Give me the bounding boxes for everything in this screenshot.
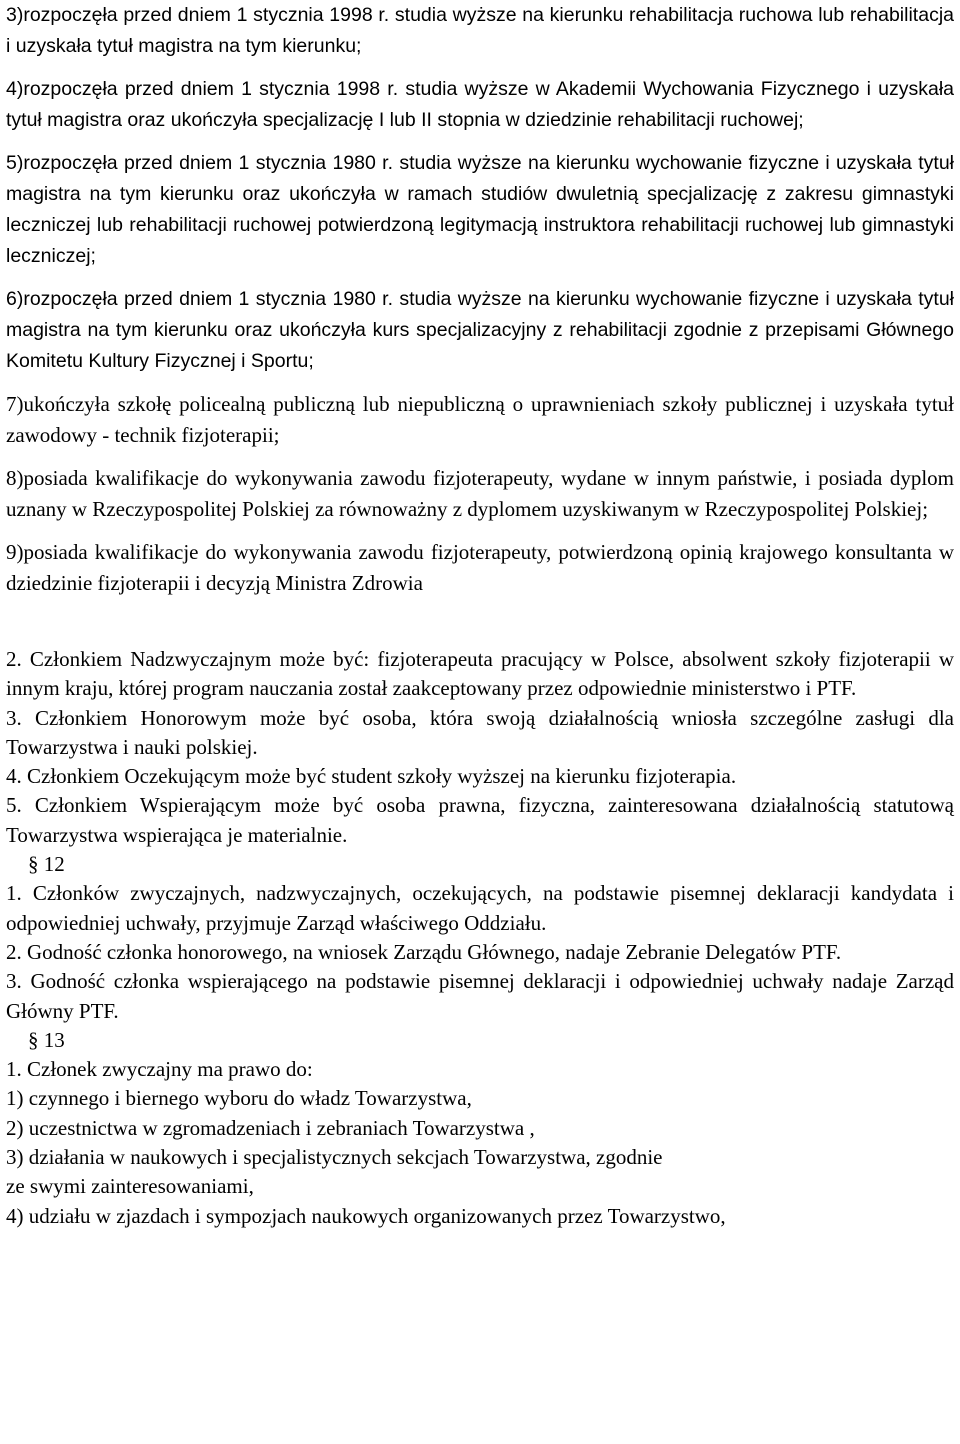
section-13-paragraph-1: 1. Członek zwyczajny ma prawo do:: [6, 1057, 313, 1082]
section-13-heading: § 13: [28, 1027, 65, 1052]
list-item-3: 3)rozpoczęła przed dniem 1 stycznia 1998 r. studia wyższe na kierunku rehabilitacja ruchowa lub rehabilitacja i uzyskała tytuł magistra na tym kierunku;: [6, 4, 954, 57]
right-item-1: 1) czynnego i biernego wyboru do władz Towarzystwa,: [6, 1086, 472, 1111]
paragraph-honorary-member: 3. Członkiem Honorowym może być osoba, która swoją działalnością wniosła szczególne zasługi dla Towarzystwa i nauki polskiej.: [6, 705, 954, 759]
list-item-4: 4)rozpoczęła przed dniem 1 stycznia 1998 r. studia wyższe w Akademii Wychowania Fizycznego i uzyskała tytuł magistra oraz ukończyła specjalizację I lub II stopnia w dziedzinie rehabilitacji ruchowej;: [6, 78, 954, 131]
paragraph-awaiting-member: 4. Członkiem Oczekującym może być student szkoły wyższej na kierunku fizjoterapia.: [6, 764, 737, 789]
paragraph-supporting-member: 5. Członkiem Wspierającym może być osoba prawna, fizyczna, zainteresowana działalnością statutową Towarzystwa wspierająca je materialnie.: [6, 793, 954, 847]
list-item-5: 5)rozpoczęła przed dniem 1 stycznia 1980 r. studia wyższe na kierunku wychowanie fizyczne i uzyskała tytuł magistra na tym kierunku oraz ukończyła w ramach studiów dwuletnią specjalizację z zakresu gimnastyki leczniczej lub rehabilitacji ruchowej potwierdzoną legitymacją instruktora rehabilitacji ruchowej lub gimnastyki leczniczej;: [6, 152, 954, 267]
right-item-3-continuation: ze swymi zainteresowaniami,: [6, 1174, 254, 1199]
section-12-paragraph-1: 1. Członków zwyczajnych, nadzwyczajnych, oczekujących, na podstawie pisemnej deklaracji kandydata i odpowiedniej uchwały, przyjmuje Zarząd właściwego Oddziału.: [6, 881, 954, 935]
membership-section: [6, 645, 954, 1231]
section-12-heading: § 12: [28, 852, 65, 877]
list-item-8: 8)posiada kwalifikacje do wykonywania zawodu fizjoterapeuty, wydane w innym państwie, i posiada dyplom uznany w Rzeczypospolitej Polskiej za równoważny z dyplomem uzyskiwanym w Rzeczypospolitej Polskiej;: [6, 466, 954, 521]
paragraph-extraordinary-member: 2. Członkiem Nadzwyczajnym może być: fizjoterapeuta pracujący w Polsce, absolwent szkoły fizjoterapii w innym kraju, której program nauczania został zaakceptowany przez odpowiednie ministerstwo i PTF.: [6, 647, 954, 701]
list-item-9: 9)posiada kwalifikacje do wykonywania zawodu fizjoterapeuty, potwierdzoną opinią krajowego konsultanta w dziedzinie fizjoterapii i decyzją Ministra Zdrowia: [6, 540, 954, 595]
right-item-3: 3) działania w naukowych i specjalistycznych sekcjach Towarzystwa, zgodnie: [6, 1145, 663, 1170]
section-12-paragraph-2: 2. Godność członka honorowego, na wniosek Zarządu Głównego, nadaje Zebranie Delegatów PTF.: [6, 939, 842, 964]
list-item-6: 6)rozpoczęła przed dniem 1 stycznia 1980 r. studia wyższe na kierunku wychowanie fizyczne i uzyskała tytuł magistra na tym kierunku oraz ukończyła kurs specjalizacyjny z rehabilitacji zgodnie z przepisami Głównego Komitetu Kultury Fizycznej i Sportu;: [6, 288, 954, 372]
section-12-paragraph-3: 3. Godność członka wspierającego na podstawie pisemnej deklaracji i odpowiedniej uchwały nadaje Zarząd Główny PTF.: [6, 969, 954, 1023]
list-item-7: 7)ukończyła szkołę policealną publiczną lub niepubliczną o uprawnieniach szkoły publicznej i uzyskała tytuł zawodowy - technik fizjoterapii;: [6, 392, 954, 447]
right-item-4: 4) udziału w zjazdach i sympozjach naukowych organizowanych przez Towarzystwo,: [6, 1203, 726, 1228]
right-item-2: 2) uczestnictwa w zgromadzeniach i zebraniach Towarzystwa ,: [6, 1115, 535, 1140]
